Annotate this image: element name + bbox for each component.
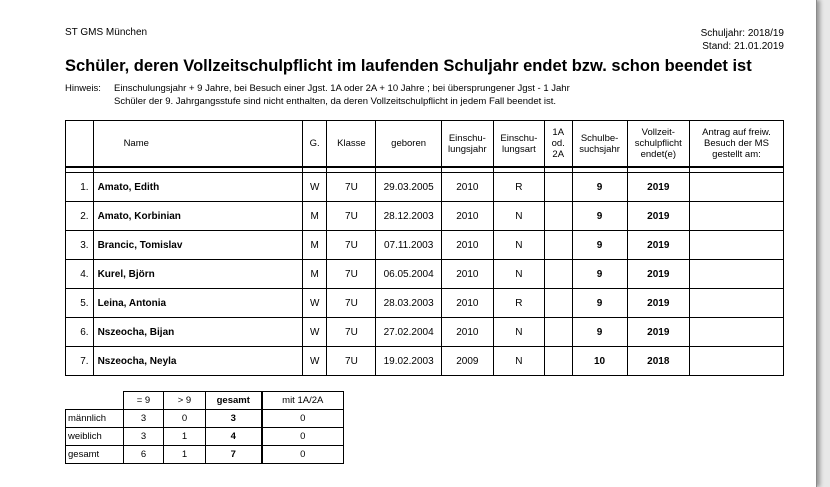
row-nr: 6. <box>66 318 94 347</box>
row-nr: 1. <box>66 173 94 202</box>
col-name: Name <box>93 121 302 168</box>
enrolment-type: N <box>493 231 544 260</box>
summary-header-row <box>66 392 344 410</box>
enrolment-year: 2010 <box>441 231 493 260</box>
school-years: 9 <box>572 289 627 318</box>
summary-gt9: 1 <box>164 428 206 446</box>
enrolment-type: N <box>493 318 544 347</box>
class: 7U <box>327 173 376 202</box>
gender: W <box>302 318 327 347</box>
report-title: Schüler, deren Vollzeitschulpflicht im laufenden Schuljahr endet bzw. schon beendet ist <box>65 57 752 75</box>
table-row <box>66 289 784 318</box>
gender: M <box>302 231 327 260</box>
summary-total: 3 <box>206 410 262 428</box>
class: 7U <box>327 202 376 231</box>
enrolment-year: 2010 <box>441 289 493 318</box>
flag-1a-2a <box>544 318 572 347</box>
summary-row-label: weiblich <box>66 428 124 446</box>
compulsory-end: 2019 <box>627 202 689 231</box>
summary-row <box>66 446 344 464</box>
birthdate: 06.05.2004 <box>376 260 441 289</box>
school-name: ST GMS München <box>65 27 148 38</box>
enrolment-year: 2010 <box>441 173 493 202</box>
row-nr: 5. <box>66 289 94 318</box>
flag-1a-2a <box>544 202 572 231</box>
school-years: 10 <box>572 347 627 376</box>
summary-1a2a: 0 <box>262 428 344 446</box>
student-name: Leina, Antonia <box>93 289 302 318</box>
students-table <box>65 120 784 376</box>
student-name: Nszeocha, Neyla <box>93 347 302 376</box>
birthdate: 28.12.2003 <box>376 202 441 231</box>
hint-text <box>114 83 570 108</box>
summary-1a2a: 0 <box>262 410 344 428</box>
summary-total: 7 <box>206 446 262 464</box>
col-gender: G. <box>302 121 327 168</box>
school-years: 9 <box>572 231 627 260</box>
application-date <box>689 173 783 202</box>
student-name: Amato, Korbinian <box>93 202 302 231</box>
table-row <box>66 318 784 347</box>
col-class: Klasse <box>327 121 376 168</box>
flag-1a-2a <box>544 173 572 202</box>
summary-col-gt9: > 9 <box>164 392 206 410</box>
col-enrolment-year: Einschu- lungsjahr <box>441 121 493 168</box>
application-date <box>689 289 783 318</box>
summary-eq9: 3 <box>124 410 164 428</box>
summary-row-label: männlich <box>66 410 124 428</box>
school-years: 9 <box>572 318 627 347</box>
application-date <box>689 347 783 376</box>
enrolment-type: N <box>493 202 544 231</box>
summary-1a2a: 0 <box>262 446 344 464</box>
student-name: Amato, Edith <box>93 173 302 202</box>
application-date <box>689 202 783 231</box>
hint-line-1: Einschulungsjahr + 9 Jahre, bei Besuch einer Jgst. 1A oder 2A + 10 Jahre ; bei übersprungener Jgst - 1 Jahr <box>114 83 570 94</box>
summary-row <box>66 428 344 446</box>
flag-1a-2a <box>544 289 572 318</box>
student-name: Kurel, Björn <box>93 260 302 289</box>
summary-total: 4 <box>206 428 262 446</box>
row-nr: 7. <box>66 347 94 376</box>
class: 7U <box>327 318 376 347</box>
summary-row <box>66 410 344 428</box>
col-enrolment-type: Einschu- lungsart <box>493 121 544 168</box>
row-nr: 2. <box>66 202 94 231</box>
compulsory-end: 2018 <box>627 347 689 376</box>
schoolyear-label: Schuljahr: 2018/19 <box>700 28 784 39</box>
hint-line-2: Schüler der 9. Jahrgangsstufe sind nicht enthalten, da deren Vollzeitschulpflicht in jedem Fall beendet ist. <box>114 95 557 107</box>
class: 7U <box>327 231 376 260</box>
gender: M <box>302 260 327 289</box>
gender: M <box>302 202 327 231</box>
compulsory-end: 2019 <box>627 231 689 260</box>
col-school-year: Schulbe- suchsjahr <box>572 121 627 168</box>
class: 7U <box>327 347 376 376</box>
birthdate: 28.03.2003 <box>376 289 441 318</box>
table-row <box>66 260 784 289</box>
birthdate: 07.11.2003 <box>376 231 441 260</box>
enrolment-year: 2010 <box>441 260 493 289</box>
summary-eq9: 3 <box>124 428 164 446</box>
gender: W <box>302 173 327 202</box>
application-date <box>689 318 783 347</box>
summary-row-label: gesamt <box>66 446 124 464</box>
col-application: Antrag auf freiw. Besuch der MS gestellt am: <box>689 121 783 168</box>
table-row <box>66 173 784 202</box>
enrolment-year: 2010 <box>441 318 493 347</box>
summary-col-eq9: = 9 <box>124 392 164 410</box>
compulsory-end: 2019 <box>627 173 689 202</box>
table-header-row <box>66 121 784 168</box>
application-date <box>689 260 783 289</box>
summary-col-1a2a: mit 1A/2A <box>262 392 344 410</box>
school-years: 9 <box>572 260 627 289</box>
summary-gt9: 1 <box>164 446 206 464</box>
col-compulsory-end: Vollzeit- schulpflicht endet(e) <box>627 121 689 168</box>
compulsory-end: 2019 <box>627 289 689 318</box>
flag-1a-2a <box>544 347 572 376</box>
hint-label: Hinweis: <box>65 83 101 94</box>
enrolment-year: 2010 <box>441 202 493 231</box>
flag-1a-2a <box>544 260 572 289</box>
enrolment-type: R <box>493 173 544 202</box>
birthdate: 29.03.2005 <box>376 173 441 202</box>
col-1a-2a: 1A od. 2A <box>544 121 572 168</box>
gender: W <box>302 347 327 376</box>
student-name: Nszeocha, Bijan <box>93 318 302 347</box>
summary-gt9: 0 <box>164 410 206 428</box>
compulsory-end: 2019 <box>627 318 689 347</box>
table-row <box>66 202 784 231</box>
enrolment-year: 2009 <box>441 347 493 376</box>
table-row <box>66 347 784 376</box>
school-years: 9 <box>572 173 627 202</box>
birthdate: 27.02.2004 <box>376 318 441 347</box>
col-nr <box>66 121 94 168</box>
report-meta <box>701 27 784 53</box>
summary-col-total: gesamt <box>206 392 262 410</box>
flag-1a-2a <box>544 231 572 260</box>
summary-corner <box>66 392 124 410</box>
birthdate: 19.02.2003 <box>376 347 441 376</box>
class: 7U <box>327 260 376 289</box>
summary-table <box>65 391 344 464</box>
gender: W <box>302 289 327 318</box>
row-nr: 3. <box>66 231 94 260</box>
table-row <box>66 231 784 260</box>
col-born: geboren <box>376 121 441 168</box>
class: 7U <box>327 289 376 318</box>
viewer-backdrop <box>817 0 830 487</box>
stand-date: Stand: 21.01.2019 <box>702 41 784 52</box>
row-nr: 4. <box>66 260 94 289</box>
student-name: Brancic, Tomislav <box>93 231 302 260</box>
application-date <box>689 231 783 260</box>
compulsory-end: 2019 <box>627 260 689 289</box>
school-years: 9 <box>572 202 627 231</box>
enrolment-type: N <box>493 347 544 376</box>
enrolment-type: N <box>493 260 544 289</box>
summary-eq9: 6 <box>124 446 164 464</box>
enrolment-type: R <box>493 289 544 318</box>
